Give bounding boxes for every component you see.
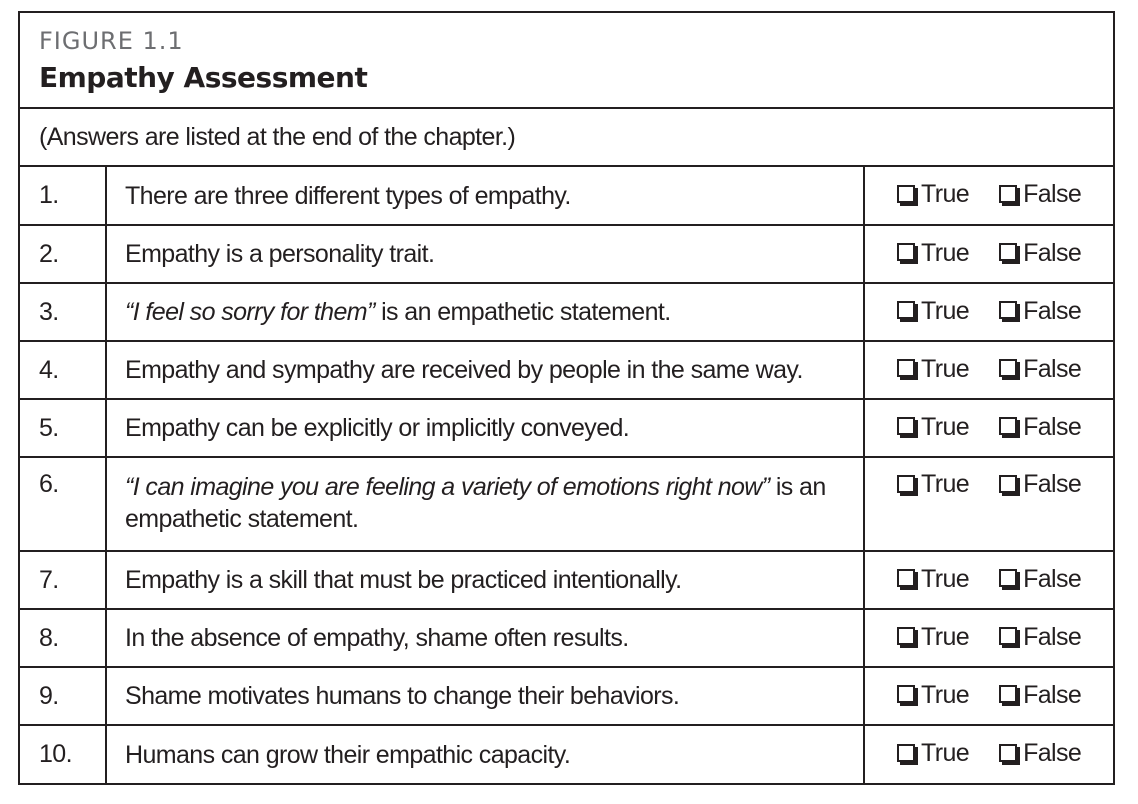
item-statement [106, 609, 864, 667]
true-checkbox[interactable] [897, 297, 969, 326]
true-checkbox[interactable] [897, 413, 969, 442]
table-row [20, 167, 1113, 225]
item-text: is an empathetic statement. [374, 298, 671, 326]
empty-checkbox-icon[interactable] [897, 685, 915, 703]
empty-checkbox-icon[interactable] [999, 417, 1017, 435]
item-text: In the absence of empathy, shame often results. [125, 624, 629, 652]
item-statement [106, 167, 864, 225]
empty-checkbox-icon[interactable] [897, 243, 915, 261]
item-number: 9. [20, 667, 106, 725]
answer-options [864, 725, 1113, 783]
true-checkbox[interactable] [897, 623, 969, 652]
answer-options [864, 225, 1113, 283]
true-label: True [921, 622, 970, 651]
item-statement [106, 341, 864, 399]
empty-checkbox-icon[interactable] [897, 744, 915, 762]
item-text: Empathy can be explicitly or implicitly conveyed. [125, 414, 630, 442]
empty-checkbox-icon[interactable] [897, 301, 915, 319]
table-row [20, 457, 1113, 551]
item-number: 10. [20, 725, 106, 783]
answer-options [864, 609, 1113, 667]
figure-header [20, 13, 1113, 109]
empty-checkbox-icon[interactable] [999, 475, 1017, 493]
empty-checkbox-icon[interactable] [999, 243, 1017, 261]
false-label: False [1023, 470, 1082, 498]
true-checkbox[interactable] [897, 565, 969, 594]
false-label: False [1023, 412, 1082, 441]
true-checkbox[interactable] [897, 355, 969, 384]
true-label: True [921, 680, 970, 709]
true-label: True [921, 354, 970, 383]
table-row [20, 725, 1113, 783]
item-number: 3. [20, 283, 106, 341]
true-label: True [921, 739, 970, 768]
answer-options [864, 167, 1113, 225]
false-label: False [1023, 564, 1082, 593]
answer-options [864, 341, 1113, 399]
false-label: False [1023, 180, 1082, 209]
false-label: False [1023, 680, 1082, 709]
empathy-assessment-figure [18, 11, 1115, 785]
item-text: There are three different types of empathy. [125, 181, 571, 210]
item-text: Empathy and sympathy are received by people in the same way. [125, 356, 803, 384]
false-label: False [1023, 296, 1082, 325]
true-checkbox[interactable] [897, 470, 969, 499]
item-text: Shame motivates humans to change their behaviors. [125, 682, 680, 710]
empty-checkbox-icon[interactable] [999, 185, 1017, 203]
empty-checkbox-icon[interactable] [999, 744, 1017, 762]
empty-checkbox-icon[interactable] [897, 569, 915, 587]
answers-note: (Answers are listed at the end of the chapter.) [20, 109, 1113, 167]
empty-checkbox-icon[interactable] [999, 685, 1017, 703]
answer-options [864, 283, 1113, 341]
true-label: True [921, 238, 970, 267]
item-text: Empathy is a personality trait. [125, 240, 435, 268]
false-label: False [1023, 622, 1082, 651]
figure-title: Empathy Assessment [39, 61, 368, 94]
item-statement [106, 457, 864, 551]
true-checkbox[interactable] [897, 239, 969, 268]
table-row [20, 225, 1113, 283]
false-checkbox[interactable] [999, 413, 1081, 442]
item-statement [106, 399, 864, 457]
item-statement [106, 551, 864, 609]
item-number: 5. [20, 399, 106, 457]
item-quote: “I feel so sorry for them” [125, 298, 375, 326]
answer-options [864, 399, 1113, 457]
answer-options [864, 551, 1113, 609]
false-checkbox[interactable] [999, 739, 1081, 768]
item-number: 6. [20, 457, 106, 551]
false-label: False [1023, 354, 1082, 383]
true-label: True [921, 412, 970, 441]
item-text: Humans can grow their empathic capacity. [125, 740, 571, 769]
table-row [20, 341, 1113, 399]
item-statement [106, 725, 864, 783]
item-quote: “I can imagine you are feeling a variety of emotions right now” [125, 473, 770, 501]
answer-options [864, 667, 1113, 725]
item-number: 8. [20, 609, 106, 667]
item-number: 4. [20, 341, 106, 399]
empty-checkbox-icon[interactable] [897, 185, 915, 203]
false-checkbox[interactable] [999, 565, 1081, 594]
table-row [20, 551, 1113, 609]
false-label: False [1023, 238, 1082, 267]
true-checkbox[interactable] [897, 739, 969, 768]
assessment-table [20, 167, 1113, 783]
false-checkbox[interactable] [999, 355, 1081, 384]
true-checkbox[interactable] [897, 681, 969, 710]
false-label: False [1023, 739, 1082, 768]
table-row [20, 283, 1113, 341]
false-checkbox[interactable] [999, 681, 1081, 710]
item-statement [106, 283, 864, 341]
table-row [20, 399, 1113, 457]
item-number: 2. [20, 225, 106, 283]
false-checkbox[interactable] [999, 239, 1081, 268]
item-statement [106, 667, 864, 725]
empty-checkbox-icon[interactable] [897, 417, 915, 435]
true-label: True [921, 296, 970, 325]
item-number: 7. [20, 551, 106, 609]
empty-checkbox-icon[interactable] [999, 359, 1017, 377]
table-row [20, 667, 1113, 725]
empty-checkbox-icon[interactable] [897, 475, 915, 493]
true-label: True [921, 564, 970, 593]
false-checkbox[interactable] [999, 297, 1081, 326]
empty-checkbox-icon[interactable] [999, 301, 1017, 319]
item-statement [106, 225, 864, 283]
true-label: True [921, 470, 970, 498]
true-label: True [921, 180, 970, 209]
table-row [20, 609, 1113, 667]
empty-checkbox-icon[interactable] [897, 627, 915, 645]
false-checkbox[interactable] [999, 623, 1081, 652]
answer-options [864, 457, 1113, 551]
item-text: is an empathetic statement. [125, 473, 826, 533]
empty-checkbox-icon[interactable] [999, 627, 1017, 645]
true-checkbox[interactable] [897, 180, 969, 209]
figure-label: FIGURE 1.1 [39, 27, 184, 55]
empty-checkbox-icon[interactable] [999, 569, 1017, 587]
false-checkbox[interactable] [999, 180, 1081, 209]
false-checkbox[interactable] [999, 470, 1081, 499]
item-number: 1. [20, 167, 106, 225]
item-text: Empathy is a skill that must be practiced intentionally. [125, 566, 682, 594]
empty-checkbox-icon[interactable] [897, 359, 915, 377]
